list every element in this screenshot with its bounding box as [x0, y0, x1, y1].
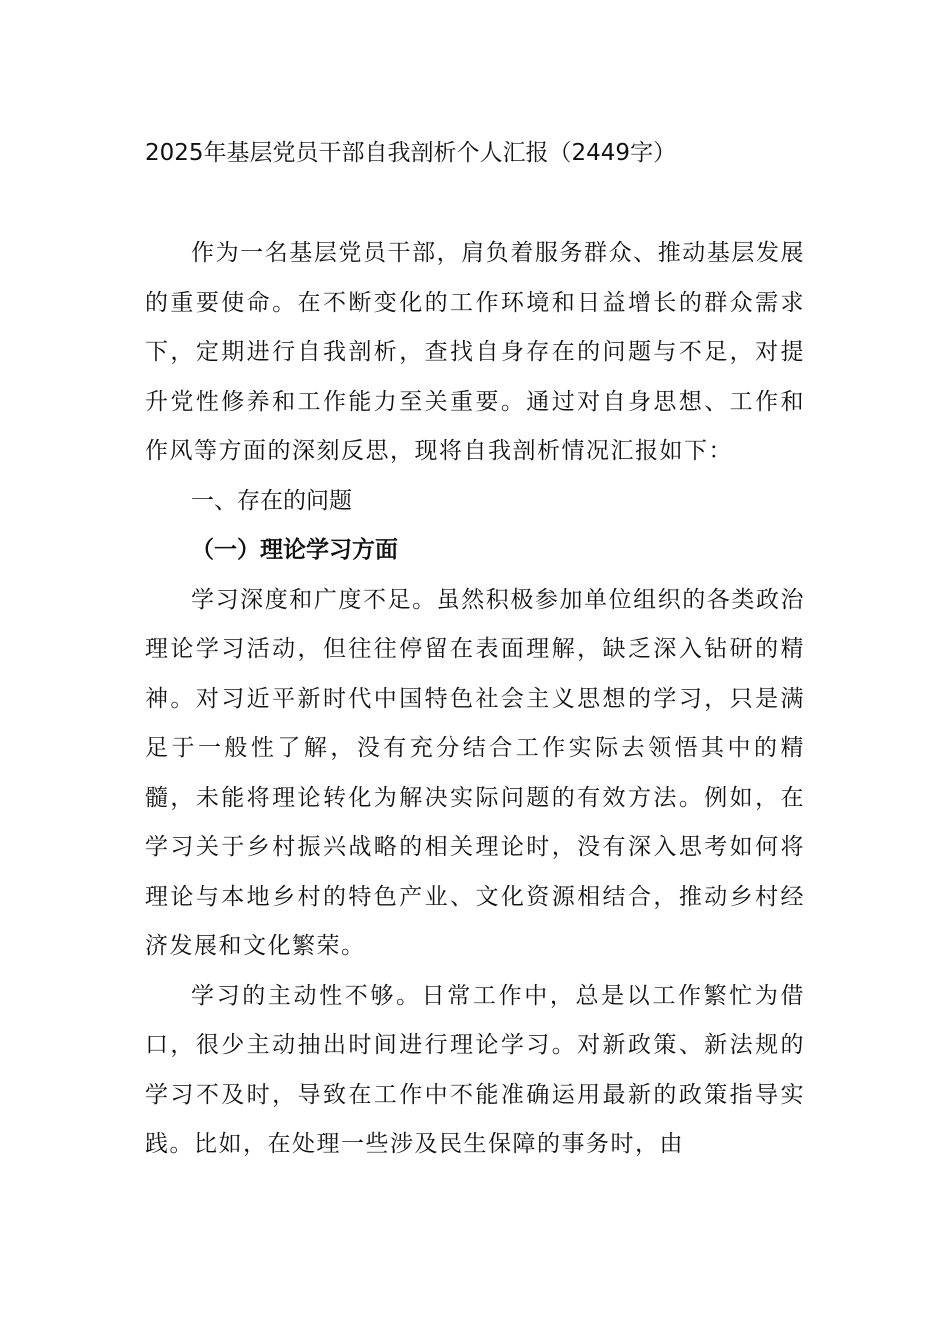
document-body: [145, 229, 805, 1170]
body-paragraph: 学习的主动性不够。日常工作中，总是以工作繁忙为借口，很少主动抽出时间进行理论学习。对新政策、新法规的学习不及时，导致在工作中不能准确运用最新的政策指导实践。比如，在处理一些涉及民生保障的事务时，由: [145, 982, 805, 1157]
document-title: 2025年基层党员干部自我剖析个人汇报（2449字）: [145, 140, 677, 166]
section-heading: 一、存在的问题: [191, 487, 352, 514]
body-paragraph: 学习深度和广度不足。虽然积极参加单位组织的各类政治理论学习活动，但往往停留在表面理解，缺乏深入钻研的精神。对习近平新时代中国特色社会主义思想的学习，只是满足于一般性了解，没有充分结合工作实际去领悟其中的精髓，未能将理论转化为解决实际问题的有效方法。例如，在学习关于乡村振兴战略的相关理论时，没有深入思考如何将理论与本地乡村的特色产业、文化资源相结合，推动乡村经济发展和文化繁荣。: [145, 586, 805, 959]
intro-paragraph: 作为一名基层党员干部，肩负着服务群众、推动基层发展的重要使命。在不断变化的工作环境和日益增长的群众需求下，定期进行自我剖析，查找自身存在的问题与不足，对提升党性修养和工作能力至关重要。通过对自身思想、工作和作风等方面的深刻反思，现将自我剖析情况汇报如下：: [145, 240, 805, 464]
subsection-heading: （一）理论学习方面: [191, 537, 398, 563]
